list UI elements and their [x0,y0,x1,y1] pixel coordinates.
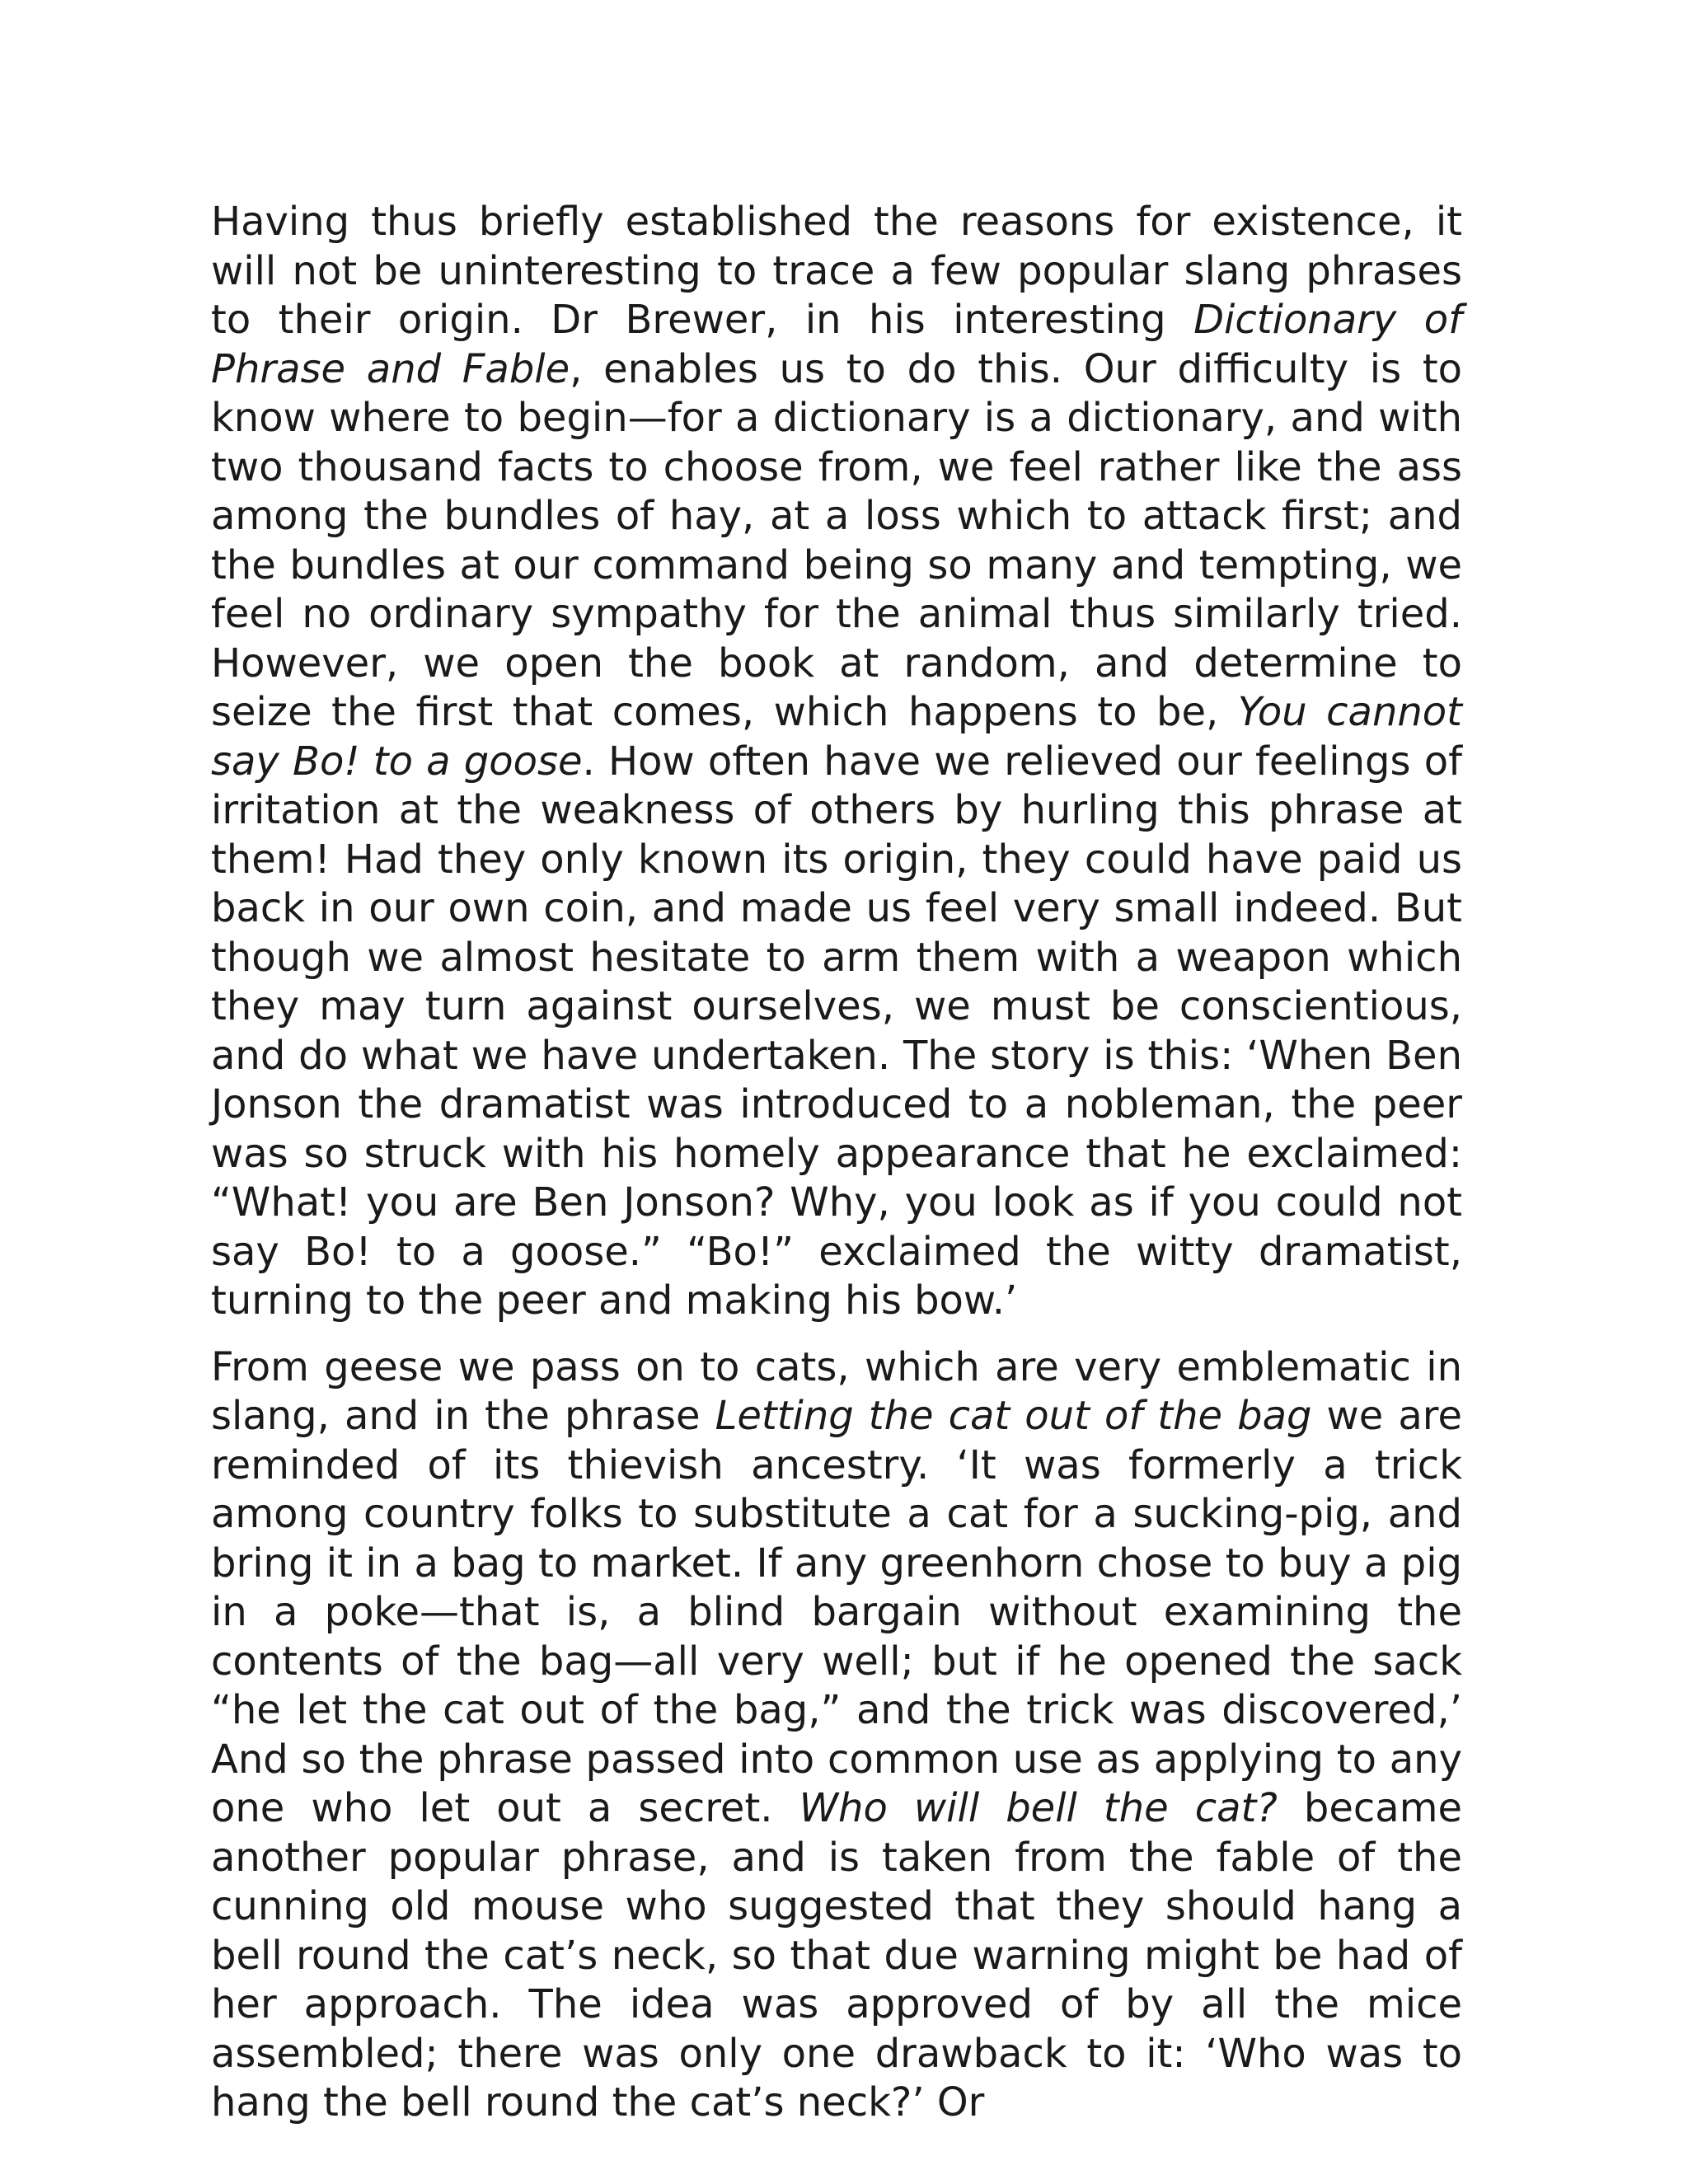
paragraph [211,1343,1462,2128]
italic-title: Dictionary of Phrase and Fable [211,297,1462,392]
text-run: From geese we pass on to cats, which are very emblematic in slang, and in the phrase [211,1343,1462,1439]
text-run: Having thus briefly established the reasons for existence, it will not be uninteresting to trace a few popular slang phrases to their origin. Dr Brewer, in his interesting [211,199,1462,343]
text-run: became another popular phrase, and is taken from the fable of the cunning old mouse who suggested that they should hang a bell round the cat’s neck, so that due warning might be had of her approach. The idea was approved of by all the mice assembled; there was only one drawback to it: ‘Who was to hang the bell round the cat’s neck?’ Or [211,1785,1463,2125]
text-run: , enables us to do this. Our difficulty is to know where to begin—for a dictionary is a dictionary, and with two thousand facts to choose from, we feel rather like the ass among the bundles of hay, at a loss which to attack first; and the bundles at our command being so many and tempting, we feel no ordinary sympathy for the animal thus similarly tried. However, we open the book at random, and determine to seize the first that comes, which happens to be, [211,345,1463,735]
italic-phrase: Letting the cat out of the bag [715,1393,1312,1439]
italic-phrase: You cannot say Bo! to a goose [211,689,1462,785]
text-run: we are reminded of its thievish ancestry. ‘It was formerly a trick among country folks to substitute a cat for a sucking-pig, and bring it in a bag to market. If any greenhorn chose to buy a pig in a poke—that is, a blind bargain without examining the contents of the bag—all very well; but if he opened the sack “he let the cat out of the bag,” and the trick was discovered,’ And so the phrase passed into common use as applying to any one who let out a secret. [211,1393,1462,1831]
paragraph [211,198,1462,1326]
page-body [211,198,1462,2128]
italic-phrase: Who will bell the cat? [799,1785,1278,1831]
text-run: . How often have we relieved our feelings of irritation at the weakness of others by hurling this phrase at them! Had they only known its origin, they could have paid us back in our own coin, and made us feel very small indeed. But though we almost hesitate to arm them with a weapon which they may turn against ourselves, we must be conscientious, and do what we have undertaken. The story is this: ‘When Ben Jonson the dramatist was introduced to a nobleman, the peer was so struck with his homely appearance that he exclaimed: “What! you are Ben Jonson? Why, you look as if you could not say Bo! to a goose.” “Bo!” exclaimed the witty dramatist, turning to the peer and making his bow.’ [211,738,1462,1324]
